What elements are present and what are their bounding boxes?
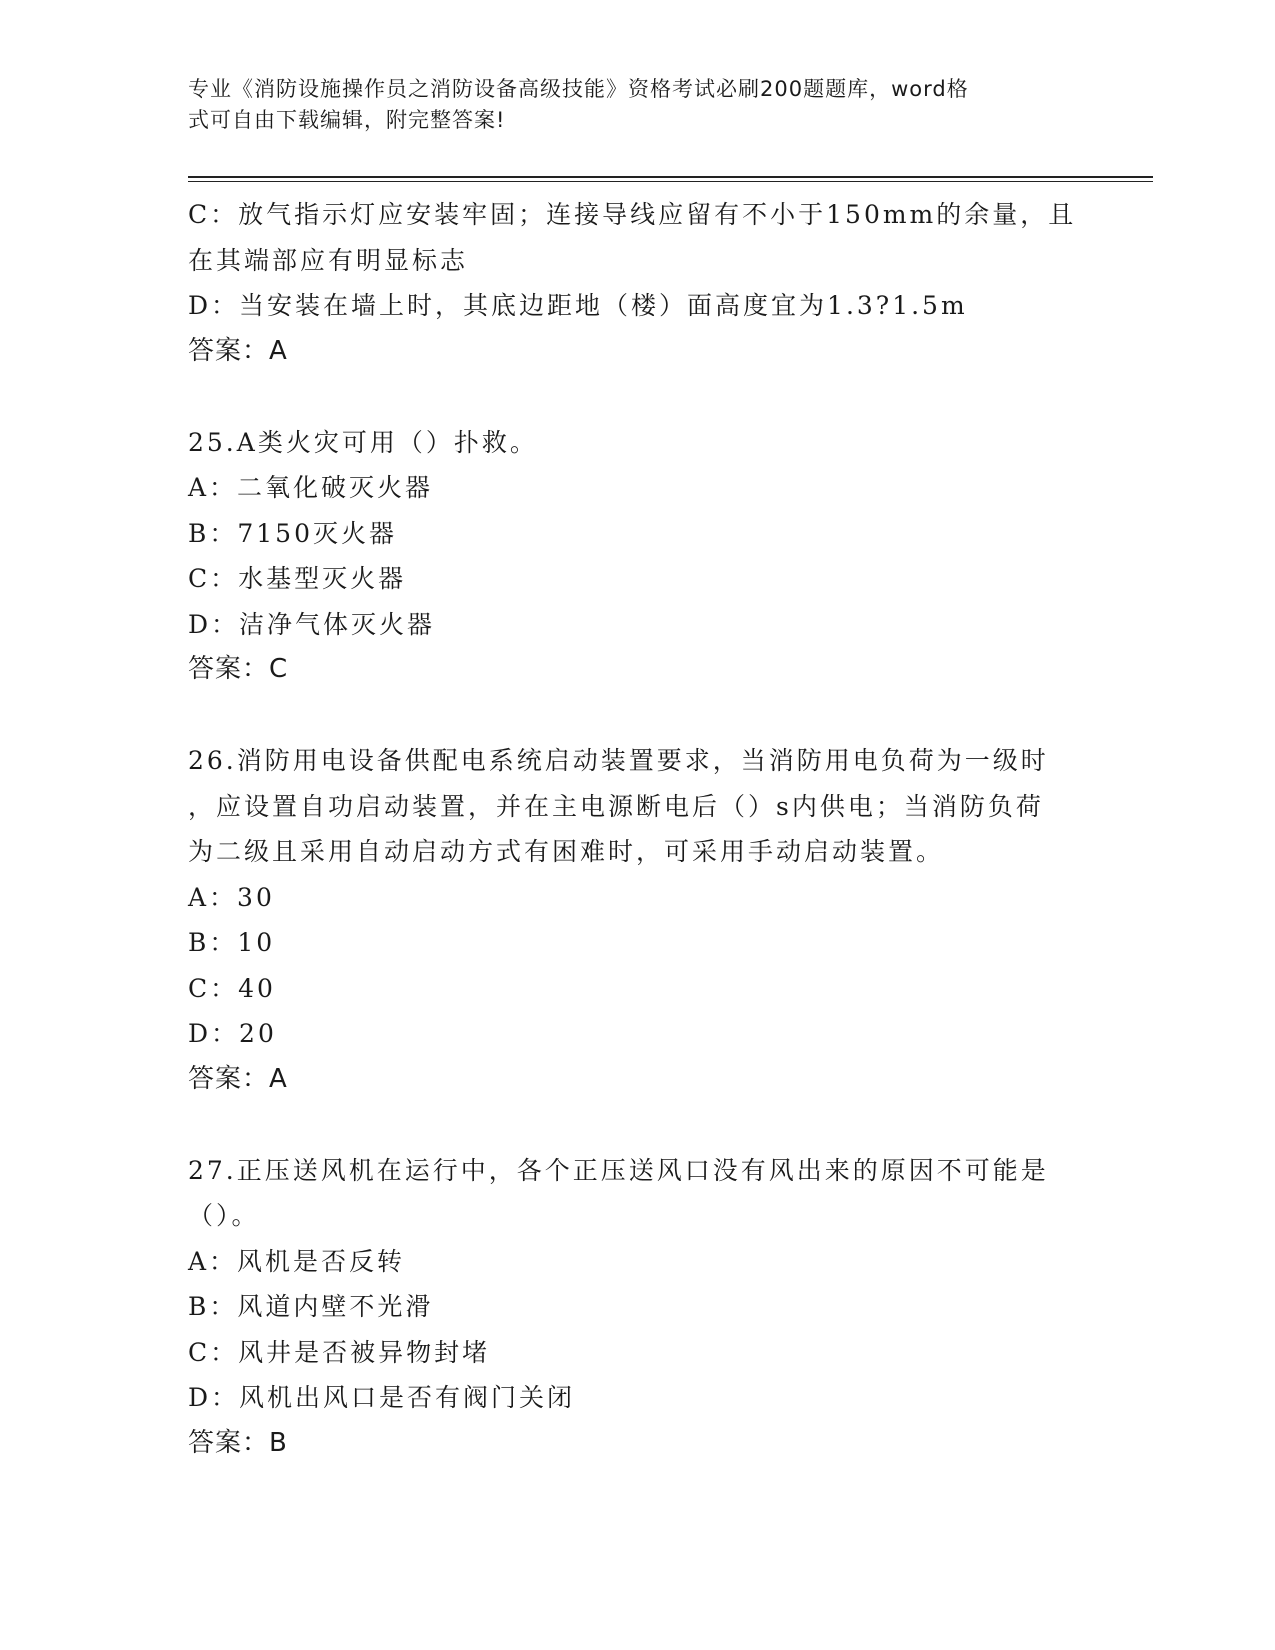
spacer bbox=[188, 693, 1088, 739]
question-text-line-2: （）。 bbox=[188, 1201, 260, 1230]
option-d: D：风机出风口是否有阀门关闭 bbox=[188, 1383, 576, 1412]
option-d: D：当安装在墙上时，其底边距地（楼）面高度宜为1.3?1.5m bbox=[188, 291, 968, 320]
option-c: C：风井是否被异物封堵 bbox=[188, 1337, 491, 1367]
option-b: B：风道内壁不光滑 bbox=[188, 1292, 434, 1321]
question-block-25 bbox=[188, 420, 1088, 693]
spacer bbox=[188, 374, 1088, 420]
header-rule-thin bbox=[188, 181, 1153, 182]
question-list bbox=[188, 192, 1088, 1466]
answer: 答案：B bbox=[188, 1427, 288, 1458]
question-block-27 bbox=[188, 1148, 1088, 1467]
question-text: 25.A类火灾可用（）扑救。 bbox=[188, 427, 538, 457]
option-b: B：7150灭火器 bbox=[188, 518, 397, 548]
question-block-26 bbox=[188, 738, 1088, 1102]
option-a: A：二氧化破灭火器 bbox=[188, 473, 434, 502]
header-rule-thick bbox=[188, 176, 1153, 178]
document-header bbox=[188, 74, 1068, 136]
answer: 答案：A bbox=[188, 1063, 288, 1094]
option-a: A：30 bbox=[188, 882, 275, 912]
option-c: C：水基型灭火器 bbox=[188, 564, 407, 593]
question-block-prev bbox=[188, 192, 1088, 374]
spacer bbox=[188, 1102, 1088, 1148]
header-line-1: 专业《消防设施操作员之消防设备高级技能》资格考试必刷200题题库，word格 bbox=[188, 77, 969, 101]
option-b: B：10 bbox=[188, 928, 276, 957]
question-text-line-3: 为二级且采用自动启动方式有困难时，可采用手动启动装置。 bbox=[188, 837, 945, 866]
question-text-line-1: 27.正压送风机在运行中，各个正压送风口没有风出来的原因不可能是 bbox=[188, 1155, 1049, 1185]
question-text-line-2: ，应设置自功启动装置，并在主电源断电后（）s内供电；当消防负荷 bbox=[188, 791, 1044, 821]
header-line-2: 式可自由下载编辑，附完整答案! bbox=[188, 108, 506, 132]
answer: 答案：C bbox=[188, 654, 289, 684]
question-text-line-1: 26.消防用电设备供配电系统启动装置要求，当消防用电负荷为一级时 bbox=[188, 746, 1049, 775]
option-c-continued: 在其端部应有明显标志 bbox=[188, 245, 469, 275]
option-d: D：洁净气体灭火器 bbox=[188, 609, 436, 639]
option-c: C：40 bbox=[188, 973, 276, 1003]
option-a: A：风机是否反转 bbox=[188, 1246, 406, 1276]
option-c: C：放气指示灯应安装牢固；连接导线应留有不小于150mm的余量，且 bbox=[188, 200, 1077, 229]
answer: 答案：A bbox=[188, 335, 288, 366]
option-d: D：20 bbox=[188, 1019, 277, 1048]
